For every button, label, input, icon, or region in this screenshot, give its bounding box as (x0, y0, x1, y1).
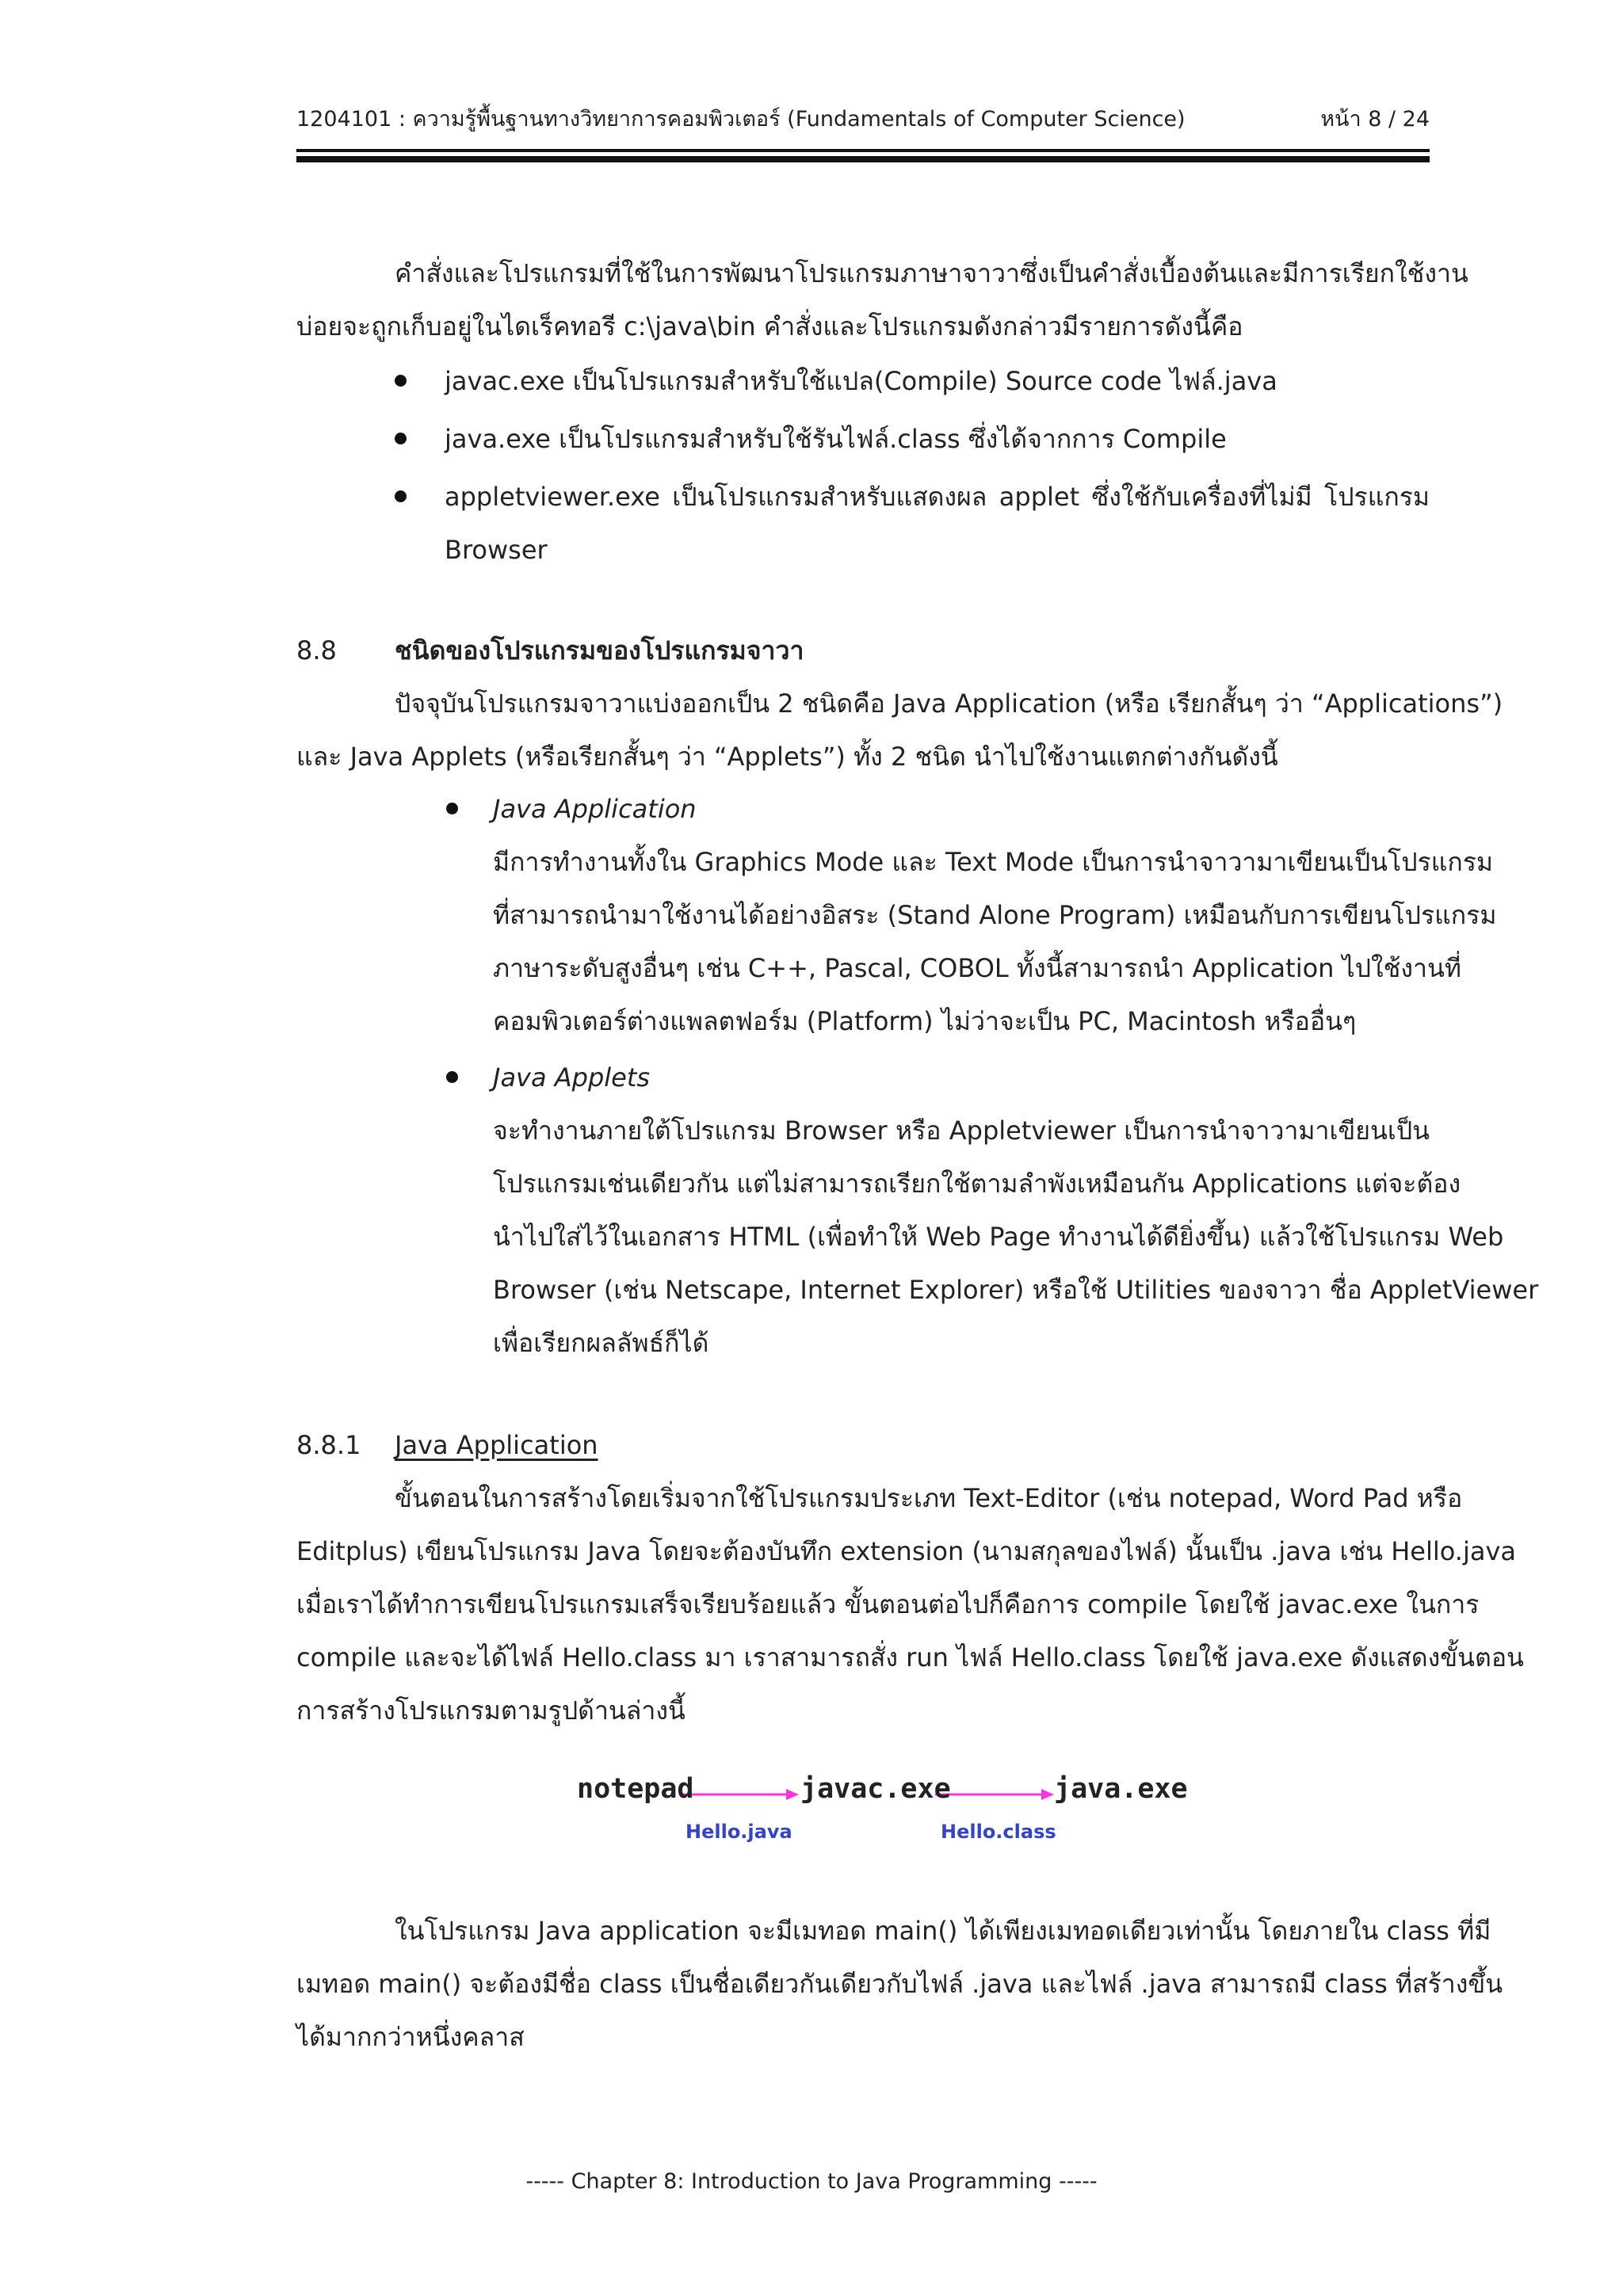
flow-node-javac: javac.exe (800, 1773, 951, 1805)
program-type-line: นำไปใส่ไว้ในเอกสาร HTML (เพื่อทำให้ Web Page ทำงานได้ดียิ่งขึ้น) แล้วใช้โปรแกรม Web (493, 1222, 1504, 1252)
chapter-footer: ----- Chapter 8: Introduction to Java Programming ----- (525, 2169, 1098, 2194)
tool-item-appletviewer-cont: Browser (445, 535, 548, 565)
program-type-line: จะทำงานภายใต้โปรแกรม Browser หรือ Appletviewer เป็นการนำจาวามาเขียนเป็น (493, 1116, 1430, 1146)
section-title: ชนิดของโปรแกรมของโปรแกรมจาวา (395, 635, 804, 666)
program-type-line: ที่สามารถนำมาใช้งานได้อย่างอิสระ (Stand Alone Program) เหมือนกับการเขียนโปรแกรม (493, 900, 1497, 930)
tool-item-appletviewer: appletviewer.exe เป็นโปรแกรมสำหรับแสดงผล applet ซึ่งใช้กับเครื่องที่ไม่มี โปรแกรม (445, 482, 1430, 512)
subsection-para-line: compile และจะได้ไฟล์ Hello.class มา เราสามารถสั่ง run ไฟล์ Hello.class โดยใช้ java.exe ดังแสดงขั้นตอน (296, 1642, 1524, 1672)
bullet-icon (446, 803, 458, 814)
section-para-line-2: และ Java Applets (หรือเรียกสั้นๆ ว่า “Applets”) ทั้ง 2 ชนิด นำไปใช้งานแตกต่างกันดังนี้ (296, 742, 1278, 772)
program-type-line: เพื่อเรียกผลลัพธ์ก็ได้ (493, 1328, 709, 1358)
header-rule-thin (296, 149, 1430, 152)
subsection-para-line: เมื่อเราได้ทำการเขียนโปรแกรมเสร็จเรียบร้อยแล้ว ขั้นตอนต่อไปก็คือการ compile โดยใช้ javac.exe ในการ (296, 1589, 1480, 1619)
section-number: 8.8 (296, 635, 337, 666)
closing-para-line: ในโปรแกรม Java application จะมีเมทอด main() ได้เพียงเมทอดเดียวเท่านั้น โดยภายใน class ที่มี (395, 1916, 1491, 1946)
program-type-line: โปรแกรมเช่นเดียวกัน แต่ไม่สามารถเรียกใช้ตามลำพังเหมือนกัน Applications แต่จะต้อง (493, 1169, 1461, 1199)
tool-item-java: java.exe เป็นโปรแกรมสำหรับใช้รันไฟล์.class ซึ่งได้จากการ Compile (445, 424, 1227, 454)
program-type-name: Java Applets (493, 1062, 651, 1093)
program-type-line: Browser (เช่น Netscape, Internet Explorer) หรือใช้ Utilities ของจาวา ชื่อ AppletViewer (493, 1275, 1539, 1305)
flow-edge-label-hello-class: Hello.class (941, 1821, 1056, 1843)
closing-para-line: ได้มากกว่าหนึ่งคลาส (296, 2022, 525, 2052)
subsection-para-line: ขั้นตอนในการสร้างโดยเริ่มจากใช้โปรแกรมประเภท Text-Editor (เช่น notepad, Word Pad หรือ (395, 1483, 1463, 1513)
bullet-icon (395, 375, 407, 387)
header-rule-thick (296, 156, 1430, 162)
subsection-title: Java Application (395, 1430, 598, 1460)
flow-node-notepad: notepad (577, 1773, 694, 1805)
closing-para-line: เมทอด main() จะต้องมีชื่อ class เป็นชื่อเดียวกันเดียวกับไฟล์ .java และไฟล์ .java สามารถมี class ที่สร้างขึ้น (296, 1969, 1503, 1999)
section-para-line-1: ปัจจุบันโปรแกรมจาวาแบ่งออกเป็น 2 ชนิดคือ Java Application (หรือ เรียกสั้นๆ ว่า “Applications”) (395, 688, 1503, 719)
program-type-line: ภาษาระดับสูงอื่นๆ เช่น C++, Pascal, COBOL ทั้งนี้สามารถนำ Application ไปใช้งานที่ (493, 953, 1461, 983)
intro-line-1: คำสั่งและโปรแกรมที่ใช้ในการพัฒนาโปรแกรมภาษาจาวาซึ่งเป็นคำสั่งเบื้องต้นและมีการเรียกใช้งาน (395, 258, 1468, 288)
flow-arrowhead (786, 1789, 799, 1800)
flow-node-java: java.exe (1054, 1773, 1188, 1805)
bullet-icon (446, 1071, 458, 1083)
tool-item-javac: javac.exe เป็นโปรแกรมสำหรับใช้แปล(Compile) Source code ไฟล์.java (445, 366, 1277, 396)
page-header (296, 101, 1430, 136)
intro-line-2: บ่อยจะถูกเก็บอยู่ในไดเร็คทอรี c:\java\bin คำสั่งและโปรแกรมดังกล่าวมีรายการดังนี้คือ (296, 311, 1243, 341)
flow-arrowhead (1041, 1789, 1054, 1800)
subsection-para-line: การสร้างโปรแกรมตามรูปด้านล่างนี้ (296, 1695, 685, 1726)
bullet-icon (395, 433, 407, 444)
program-type-line: คอมพิวเตอร์ต่างแพลตฟอร์ม (Platform) ไม่ว่าจะเป็น PC, Macintosh หรืออื่นๆ (493, 1006, 1357, 1036)
program-type-line: มีการทำงานทั้งใน Graphics Mode และ Text Mode เป็นการนำจาวามาเขียนเป็นโปรแกรม (493, 847, 1493, 877)
compile-flow-diagram (555, 1773, 1189, 1860)
bullet-icon (395, 490, 407, 502)
subsection-number: 8.8.1 (296, 1430, 361, 1460)
page-number: หน้า 8 / 24 (1320, 107, 1430, 132)
subsection-para-line: Editplus) เขียนโปรแกรม Java โดยจะต้องบันทึก extension (นามสกุลของไฟล์) นั้นเป็น .java เช่น Hello.java (296, 1536, 1516, 1566)
flow-edge-label-hello-java: Hello.java (685, 1821, 792, 1843)
program-type-name: Java Application (493, 794, 697, 824)
course-title: 1204101 : ความรู้พื้นฐานทางวิทยาการคอมพิวเตอร์ (Fundamentals of Computer Science) (296, 107, 1186, 132)
